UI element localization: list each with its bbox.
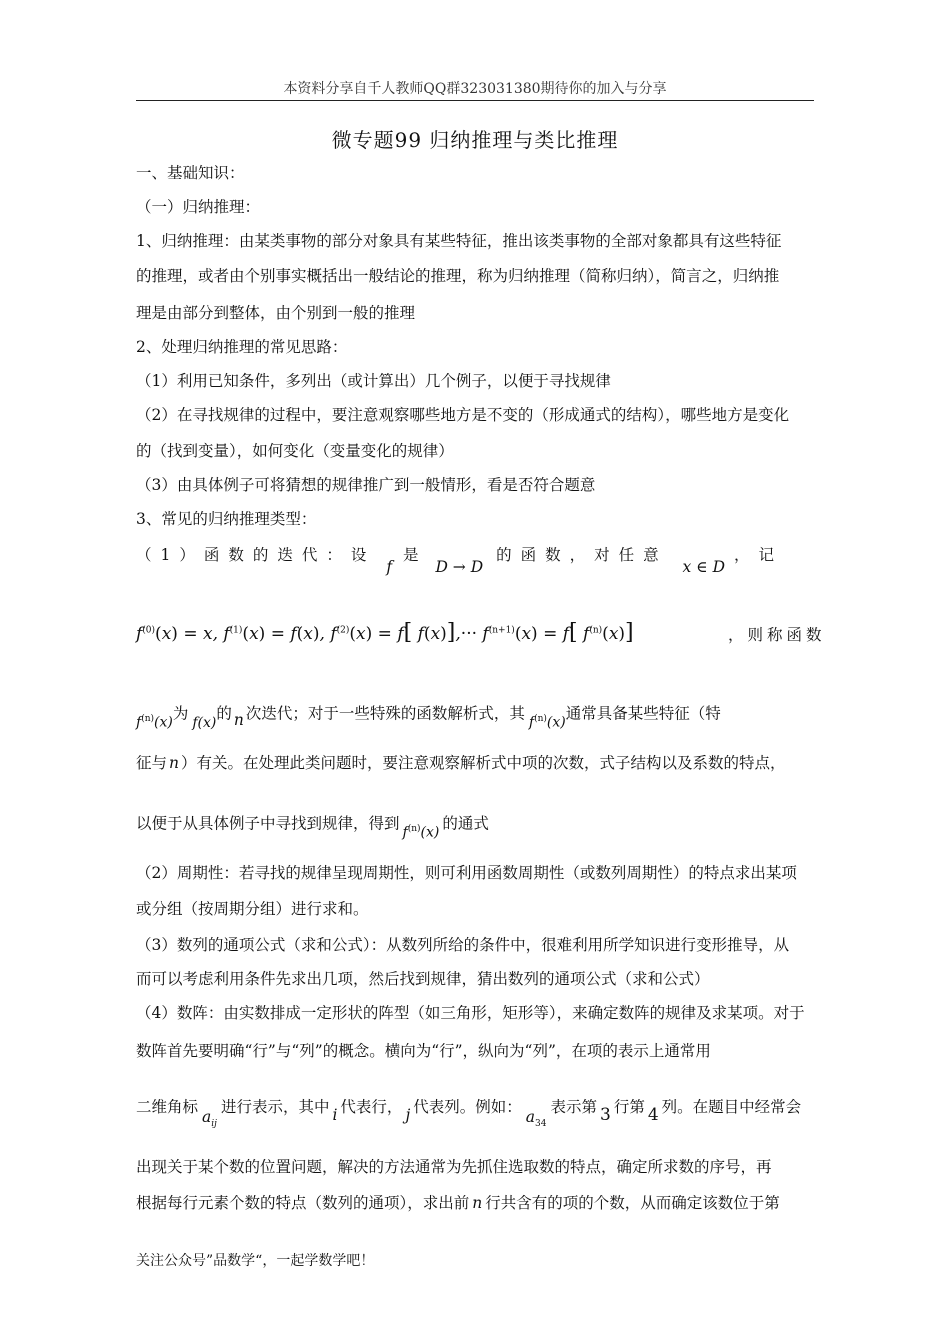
text-segment: 进行表示，其中 xyxy=(220,1098,330,1116)
math-f: f xyxy=(386,558,393,576)
paragraph-line: 出现关于某个数的位置问题，解决的方法通常为先抓住选取数的特点，确定所求数的序号，再 xyxy=(136,1158,772,1176)
text-segment: 表示第 xyxy=(550,1098,597,1116)
text-segment: 征与 xyxy=(136,754,168,772)
text-segment: 以便于从具体例子中寻找到规律，得到 xyxy=(136,814,400,833)
paragraph-line: （1）利用已知条件，多列出（或计算出）几个例子，以便于寻找规律 xyxy=(136,372,611,390)
math-f-x: f(x) xyxy=(192,714,217,731)
math-fn-x: $f^{(n)}(x)$ xyxy=(402,824,440,841)
paragraph-line: 或分组（按周期分组）进行求和。 xyxy=(136,900,369,918)
paragraph-line xyxy=(136,544,816,576)
math-4: 4 xyxy=(647,1105,659,1125)
paragraph-line: （2）在寻找规律的过程中，要注意观察哪些地方是不变的（形成通式的结构），哪些地方是变化 xyxy=(136,406,790,424)
paragraph-line: 2、处理归纳推理的常见思路： xyxy=(136,338,348,356)
page-header: 本资料分享自千人教师QQ群323031380期待你的加入与分享 xyxy=(283,81,667,97)
math-n: n xyxy=(233,710,244,729)
text-segment: 行共含有的项的个数，从而确定该数位于第 xyxy=(485,1194,780,1212)
text-segment: 列。在题目中经常会 xyxy=(661,1098,802,1116)
formula-tail: ，则称函数 xyxy=(728,626,826,644)
text-segment: 二维角标 xyxy=(136,1098,199,1116)
math-fn-x: $f^{(n)}(x)$ xyxy=(528,714,566,731)
paragraph-line: （2）周期性：若寻找的规律呈现周期性，则可利用函数周期性（或数列周期性）的特点求出某项 xyxy=(136,864,797,882)
text-segment: （1）函数的迭代：设 xyxy=(136,546,376,564)
math-n: n xyxy=(169,754,179,772)
math-j: j xyxy=(405,1106,411,1124)
math-a-34: $a_{34}$ xyxy=(525,1108,547,1130)
paragraph-line: 的（找到变量），如何变化（变量变化的规律） xyxy=(136,442,454,460)
paragraph-line: 3、常见的归纳推理类型： xyxy=(136,510,317,528)
math-x-in-d: x ∈ D xyxy=(682,558,726,576)
text-segment: 行第 xyxy=(613,1098,645,1116)
text-segment: 为 xyxy=(172,704,189,723)
paragraph-line: （4）数阵：由实数排成一定形状的阵型（如三角形，矩形等），来确定数阵的规律及求某项。对于 xyxy=(136,1004,805,1022)
text-segment: 的 xyxy=(216,704,232,723)
paragraph-line: （3）数列的通项公式（求和公式）：从数列所给的条件中，很难利用所学知识进行变形推导，从 xyxy=(136,936,790,954)
paragraph-line xyxy=(136,1192,816,1214)
text-segment: 代表列。例如： xyxy=(413,1098,522,1116)
math-i: i xyxy=(332,1106,338,1124)
iteration-formula: $f^{(0)}(x) = x$, $f^{(1)}(x) = f(x)$, $f^{(2)}(x) = f$[ $f(x)],\cdot\cdot\cdot f^{(n+1)}(x) = f$[ $f^{(n)}(x)$] xyxy=(136,620,634,645)
text-segment: 的通式 xyxy=(442,814,489,833)
paragraph-line: 而可以考虑利用条件先求出几项，然后找到规律，猜出数列的通项公式（求和公式） xyxy=(136,970,710,988)
page-footer: 关注公众号”品数学“，一起学数学吧！ xyxy=(136,1253,375,1269)
section-heading: 一、基础知识： xyxy=(136,164,245,182)
text-segment: 是 xyxy=(403,546,419,564)
paragraph-line: 理是由部分到整体，由个别到一般的推理 xyxy=(136,304,416,322)
math-domain-map: D → D xyxy=(435,558,484,576)
paragraph-line: （3）由具体例子可将猜想的规律推广到一般情形，看是否符合题意 xyxy=(136,476,596,494)
text-segment: ，记 xyxy=(733,546,783,564)
text-segment xyxy=(728,624,826,646)
page-title: 微专题99 归纳推理与类比推理 xyxy=(331,128,619,152)
text-segment: 代表行， xyxy=(340,1098,403,1116)
paragraph-line: 的推理，或者由个别事实概括出一般结论的推理，称为归纳推理（简称归纳），简言之，归纳推 xyxy=(136,267,780,285)
paragraph-line xyxy=(136,700,816,731)
text-segment: 次迭代；对于一些特殊的函数解析式，其 xyxy=(245,704,525,723)
math-a-ij: $a_{ij}$ xyxy=(202,1108,217,1130)
paragraph-line xyxy=(136,810,816,841)
paragraph-line: 1、归纳推理：由某类事物的部分对象具有某些特征，推出该类事物的全部对象都具有这些特征 xyxy=(136,232,782,250)
paragraph-line xyxy=(136,1096,816,1130)
text-segment: 根据每行元素个数的特点（数列的通项），求出前 xyxy=(136,1194,470,1212)
text-segment: 通常具备某些特征（特 xyxy=(565,704,721,723)
paragraph-line xyxy=(136,752,816,774)
text-segment: 的函数，对任意 xyxy=(496,546,668,564)
math-n: n xyxy=(472,1194,483,1212)
paragraph-line: 数阵首先要明确“行”与“列”的概念。横向为“行”，纵向为“列”，在项的表示上通常用 xyxy=(136,1042,711,1060)
text-segment: ）有关。在处理此类问题时，要注意观察解析式中项的次数，式子结构以及系数的特点， xyxy=(181,754,786,772)
math-fn-x: $f^{(n)}(x)$ xyxy=(136,714,173,731)
subsection-heading: （一）归纳推理： xyxy=(136,198,261,216)
header-rule xyxy=(136,100,814,101)
math-3: 3 xyxy=(599,1105,611,1125)
